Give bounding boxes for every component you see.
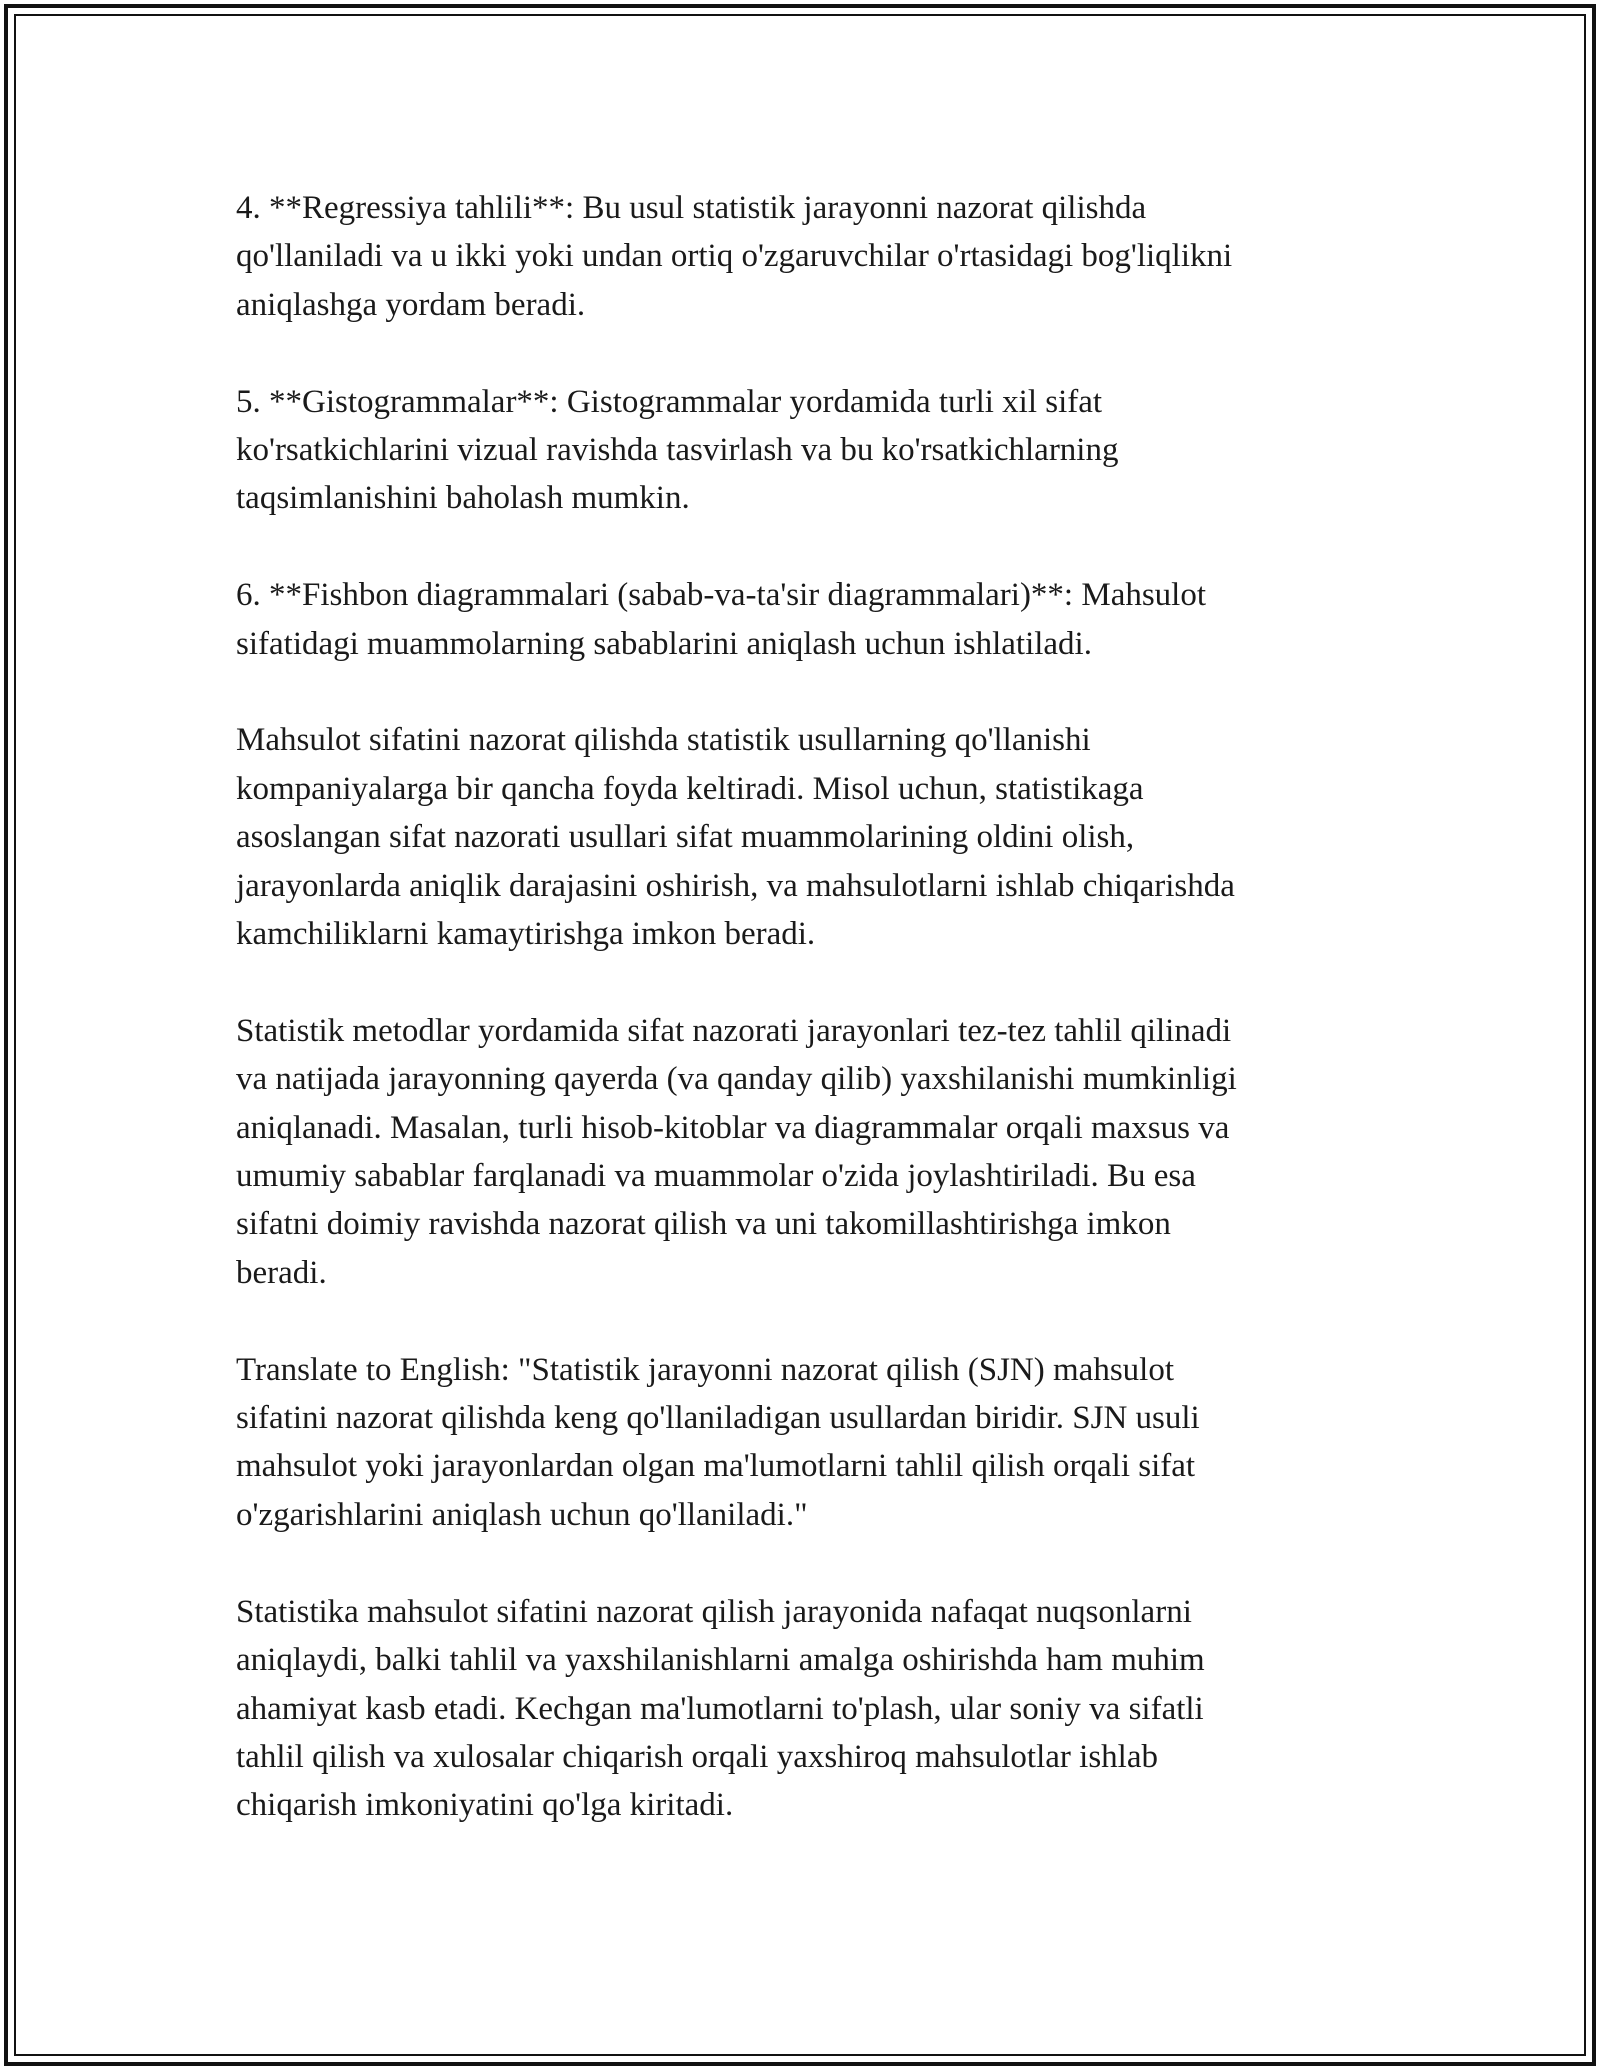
paragraph-statistical-methods: Statistik metodlar yordamida sifat nazorati jarayonlari tez-tez tahlil qilinadi va natijada jarayonning qayerda (va qanday qilib) yaxshilanishi mumkinligi aniqlanadi. Masalan, turli hisob-kitoblar va diagrammalar orqali maxsus va umumiy sabablar farqlanadi va muammolar o'zida joylashtiriladi. Bu esa sifatni doimiy ravishda nazorat qilish va uni takomillashtirishga imkon beradi. — [236, 1012, 1237, 1291]
document-body — [236, 184, 1366, 1830]
paragraph-regressiya: 4. **Regressiya tahlili**: Bu usul statistik jarayonni nazorat qilishda qo'llaniladi va u ikki yoki undan ortiq o'zgaruvchilar o'rtasidagi bog'liqlikni aniqlashga yordam beradi. — [236, 190, 1233, 323]
paragraph-translate: Translate to English: "Statistik jarayonni nazorat qilish (SJN) mahsulot sifatini nazorat qilishda keng qo'llaniladigan usullardan biridir. SJN usuli mahsulot yoki jarayonlardan olgan ma'lumotlarni tahlil qilish orqali sifat o'zgarishlarini aniqlash uchun qo'llaniladi." — [236, 1351, 1200, 1533]
paragraph-conclusion: Statistika mahsulot sifatini nazorat qilish jarayonida nafaqat nuqsonlarni aniqlaydi, balki tahlil va yaxshilanishlarni amalga oshirishda ham muhim ahamiyat kasb etadi. Kechgan ma'lumotlarni to'plash, ular soniy va sifatli tahlil qilish va xulosalar chiqarish orqali yaxshiroq mahsulotlar ishlab chiqarish imkoniyatini qo'lga kiritadi. — [236, 1593, 1205, 1824]
paragraph-fishbon: 6. **Fishbon diagrammalari (sabab-va-ta'sir diagrammalari)**: Mahsulot sifatidagi muammolarning sabablarini aniqlash uchun ishlatiladi. — [236, 577, 1207, 662]
paragraph-gistogrammalar: 5. **Gistogrammalar**: Gistogrammalar yordamida turli xil sifat ko'rsatkichlarini vizual ravishda tasvirlash va bu ko'rsatkichlarning taqsimlanishini baholash mumkin. — [236, 383, 1119, 517]
paragraph-benefits: Mahsulot sifatini nazorat qilishda statistik usullarning qo'llanishi kompaniyalarga bir qancha foyda keltiradi. Misol uchun, statistikaga asoslangan sifat nazorati usullari sifat muammolarining oldini olish, jarayonlarda aniqlik darajasini oshirish, va mahsulotlarni ishlab chiqarishda kamchiliklarni kamaytirishga imkon beradi. — [236, 722, 1235, 953]
